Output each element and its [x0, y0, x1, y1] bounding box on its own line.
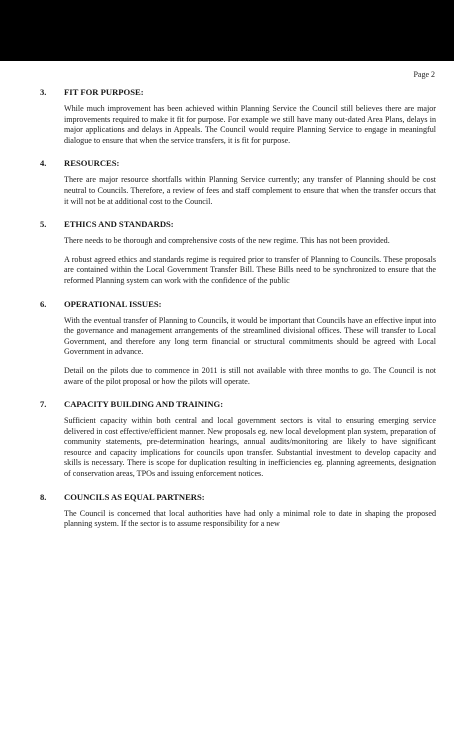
page-number: Page 2 [413, 70, 435, 79]
section-title: ETHICS AND STANDARDS: [64, 219, 174, 230]
section-number: 7. [40, 399, 47, 410]
section-paragraph: The Council is concerned that local authorities have had only a minimal role to date in shaping the proposed planning system. If the sector is to assume responsibility for a new [64, 508, 436, 529]
section-paragraph: There are major resource shortfalls within Planning Service currently; any transfer of Planning should be cost neutral to Councils. Therefore, a review of fees and staff complement to ensure that when the transfer occurs that it will not be at additional cost to the Council. [64, 175, 436, 206]
section-ethics-and-standards [40, 219, 438, 286]
document-body [40, 87, 438, 530]
section-paragraph: Detail on the pilots due to commence in 2011 is still not available with three months to go. The Council is not aware of the pilot proposal or how the pilots will operate. [64, 365, 436, 386]
section-capacity-building [40, 399, 438, 480]
section-heading [40, 492, 438, 503]
section-paragraph: With the eventual transfer of Planning to Councils, it would be important that Councils have an effective input into the governance and management arrangements of the streamlined divisional offices. These will transfer to Local Government, and therefore any long term financial or structural commitments should be agreed with Local Government in advance. [64, 315, 436, 357]
section-title: OPERATIONAL ISSUES: [64, 298, 162, 309]
section-resources [40, 158, 438, 207]
section-number: 4. [40, 158, 47, 169]
section-title: RESOURCES: [64, 158, 120, 169]
section-heading [40, 158, 438, 169]
section-number: 5. [40, 219, 47, 230]
section-number: 8. [40, 491, 47, 502]
section-councils-equal-partners [40, 492, 438, 530]
section-paragraph: A robust agreed ethics and standards regime is required prior to transfer of Planning to Councils. These proposals are contained within the Local Government Transfer Bill. These Bills need to be synchronized to ensure that the reformed Planning system can work with the confidence of the public [64, 254, 436, 285]
black-header-bar [0, 0, 454, 61]
section-title: CAPACITY BUILDING AND TRAINING: [64, 399, 224, 410]
section-heading [40, 299, 438, 310]
section-paragraph: There needs to be thorough and comprehensive costs of the new regime. This has not been provided. [64, 236, 390, 246]
section-heading [40, 87, 438, 98]
section-paragraph: While much improvement has been achieved within Planning Service the Council still believes there are major improvements required to make it fit for purpose. For example we still have many out-dated Area Plans, delays in major applications and delays in Appeals. The Council would require Planning Service to engage in meaningful dialogue to ensure that when the service transfers, it is fit for purpose. [64, 104, 436, 145]
section-title: FIT FOR PURPOSE: [64, 87, 144, 97]
section-heading [40, 219, 438, 230]
section-title: COUNCILS AS EQUAL PARTNERS: [64, 491, 205, 502]
section-fit-for-purpose [40, 87, 438, 146]
section-operational-issues [40, 299, 438, 388]
section-heading [40, 399, 438, 410]
section-paragraph: Sufficient capacity within both central and local government sectors is vital to ensuring emerging service delivered in cost effective/efficient manner. New proposals eg. new local development plan system, preparation of community statements, pre-determination hearings, annual audits/monitoring are likely to have significant resource and capacity implications for councils upon transfer. Substantial investment to develop capacity and skills is necessary. There is scope for duplication resulting in inefficiencies eg. planning agreements, designation of conservation areas, TPOs and issuing enforcement notices. [64, 416, 436, 479]
section-number: 6. [40, 298, 47, 309]
section-number: 3. [40, 87, 47, 97]
